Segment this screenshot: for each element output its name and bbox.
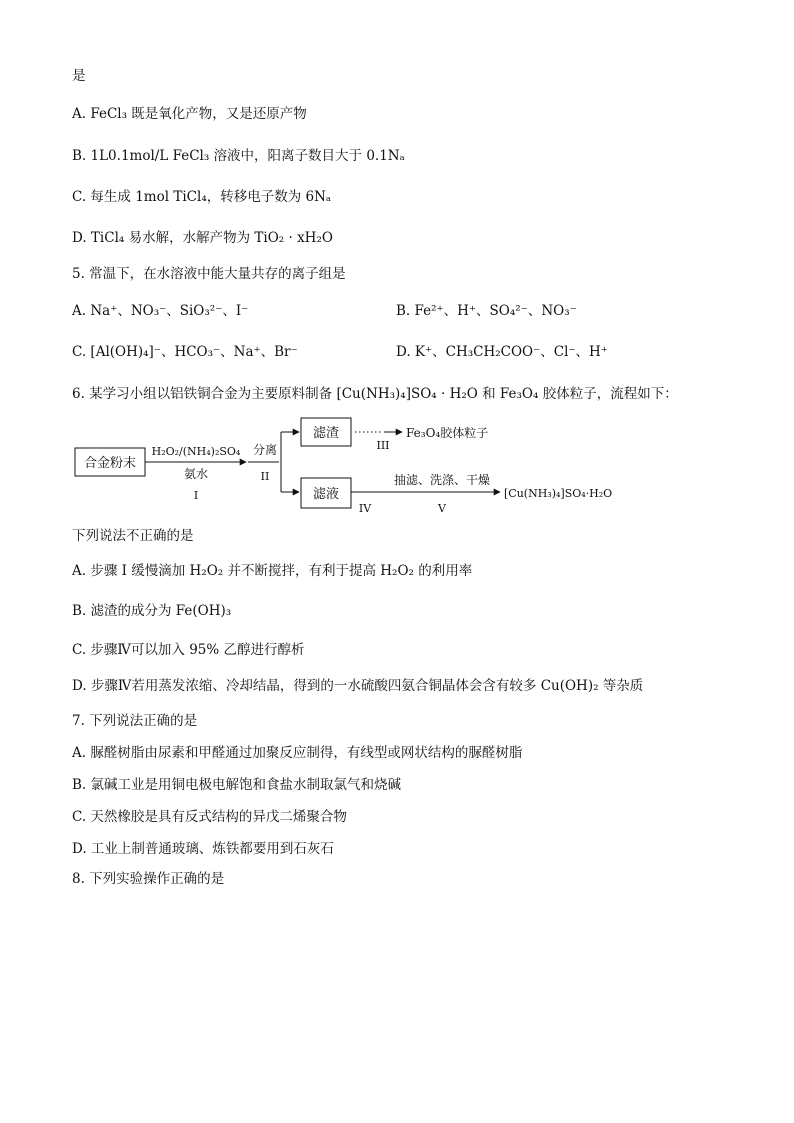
residue-label: 滤渣 bbox=[312, 426, 340, 441]
reagent-top-label: H₂O₂/(NH₄)₂SO₄ bbox=[151, 445, 241, 458]
q5-option-a: A. Na⁺、NO₃⁻、SiO₃²⁻、I⁻ bbox=[72, 303, 249, 319]
q5-option-b: B. Fe²⁺、H⁺、SO₄²⁻、NO₃⁻ bbox=[396, 303, 577, 319]
separate-label: 分离 bbox=[252, 443, 278, 457]
q5-option-d: D. K⁺、CH₃CH₂COO⁻、Cl⁻、H⁺ bbox=[396, 344, 608, 360]
step3-label: III bbox=[376, 439, 390, 452]
q6-substem: 下列说法不正确的是 bbox=[72, 528, 194, 544]
q4-option-a: A. FeCl₃ 既是氧化产物，又是还原产物 bbox=[72, 106, 307, 122]
q5-option-c: C. [Al(OH)₄]⁻、HCO₃⁻、Na⁺、Br⁻ bbox=[72, 344, 298, 360]
q7-stem: 7. 下列说法正确的是 bbox=[72, 713, 198, 729]
step2-label: II bbox=[260, 470, 270, 483]
filtrate-label: 滤液 bbox=[312, 487, 340, 502]
q6-option-b: B. 滤渣的成分为 Fe(OH)₃ bbox=[72, 603, 232, 619]
q6-option-a: A. 步骤 I 缓慢滴加 H₂O₂ 并不断搅拌，有利于提高 H₂O₂ 的利用率 bbox=[72, 563, 473, 579]
alloy-label: 合金粉末 bbox=[83, 456, 137, 471]
colloid-product: Fe₃O₄胶体粒子 bbox=[406, 426, 489, 440]
q7-option-b: B. 氯碱工业是用铜电极电解饱和食盐水制取氯气和烧碱 bbox=[72, 777, 402, 793]
q6-stem: 6. 某学习小组以铝铁铜合金为主要原料制备 [Cu(NH₃)₄]SO₄ · H₂O 和 Fe₃O₄ 胶体粒子，流程如下： bbox=[72, 386, 678, 402]
q7-option-a: A. 脲醛树脂由尿素和甲醛通过加聚反应制得，有线型或网状结构的脲醛树脂 bbox=[72, 745, 523, 761]
q6-option-d: D. 步骤Ⅳ若用蒸发浓缩、冷却结晶，得到的一水硫酸四氨合铜晶体会含有较多 Cu(OH)₂ 等杂质 bbox=[72, 678, 644, 694]
step4-label: IV bbox=[358, 502, 372, 515]
step1-label: I bbox=[193, 489, 199, 502]
q4-option-c: C. 每生成 1mol TiCl₄，转移电子数为 6Nₐ bbox=[72, 189, 332, 205]
q6-option-c: C. 步骤Ⅳ可以加入 95% 乙醇进行醇析 bbox=[72, 642, 305, 658]
q8-stem: 8. 下列实验操作正确的是 bbox=[72, 871, 225, 887]
q7-option-c: C. 天然橡胶是具有反式结构的异戊二烯聚合物 bbox=[72, 809, 347, 825]
reagent-bottom-label: 氨水 bbox=[183, 467, 209, 481]
ops-label: 抽滤、洗涤、干燥 bbox=[393, 473, 491, 487]
continuation-text: 是 bbox=[72, 68, 86, 84]
q4-option-d: D. TiCl₄ 易水解，水解产物为 TiO₂ · xH₂O bbox=[72, 230, 333, 246]
q5-stem: 5. 常温下，在水溶液中能大量共存的离子组是 bbox=[72, 266, 346, 282]
flow-diagram bbox=[72, 410, 712, 520]
step5-label: V bbox=[438, 502, 446, 515]
salt-product: [Cu(NH₃)₄]SO₄·H₂O bbox=[504, 487, 613, 500]
q4-option-b: B. 1L0.1mol/L FeCl₃ 溶液中，阳离子数目大于 0.1Nₐ bbox=[72, 148, 405, 164]
q7-option-d: D. 工业上制普通玻璃、炼铁都要用到石灰石 bbox=[72, 841, 334, 857]
